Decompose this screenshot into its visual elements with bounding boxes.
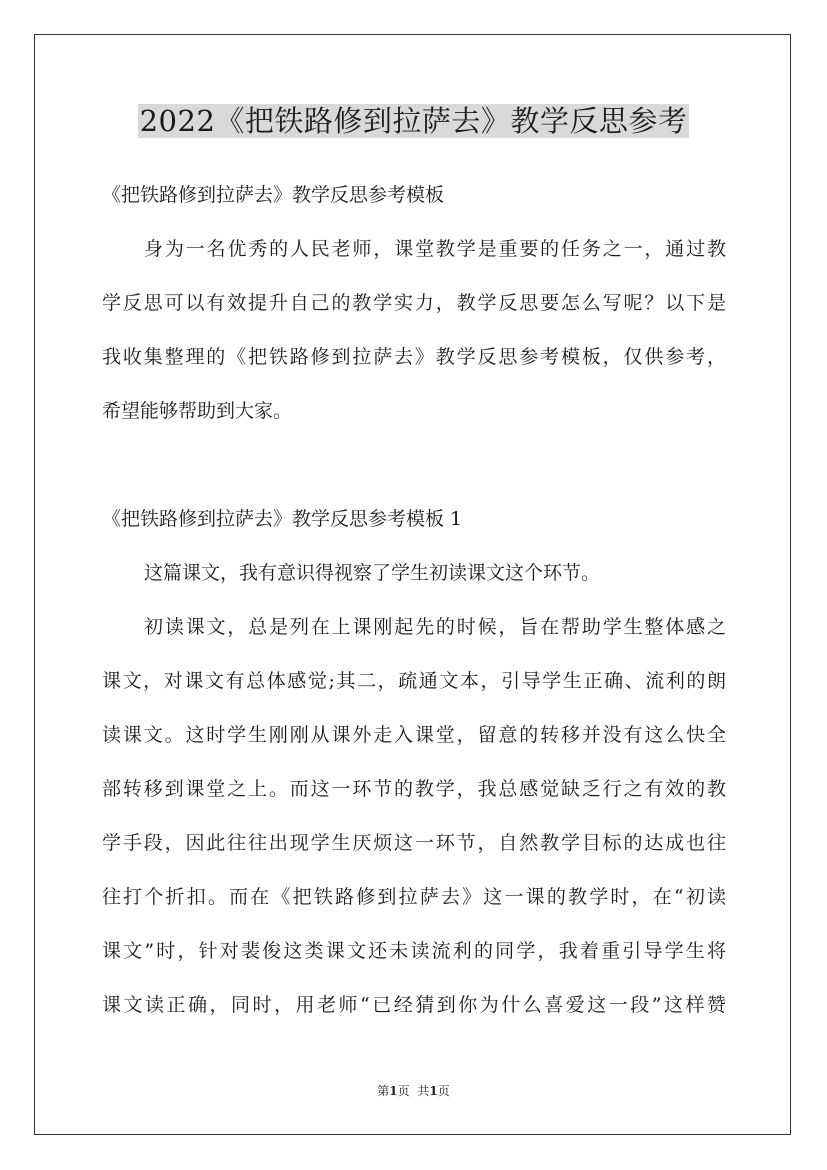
total-suffix: 页 <box>437 1084 450 1098</box>
intro-line-3: 我收集整理的《把铁路修到拉萨去》教学反思参考模板，仅供参考， <box>102 346 726 368</box>
paragraph-2-line-4: 部转移到课堂之上。而这一环节的教学，我总感觉缺乏行之有效的教 <box>102 778 726 800</box>
paragraph-2-line-5: 学手段，因此往往出现学生厌烦这一环节，自然教学目标的达成也往 <box>102 832 726 854</box>
total-prefix: 共 <box>417 1084 430 1098</box>
page-suffix: 页 <box>397 1084 410 1098</box>
paragraph-2-line-3: 读课文。这时学生刚刚从课外走入课堂，留意的转移并没有这么快全 <box>102 724 726 746</box>
section-paragraph-1: 这篇课文，我有意识得视察了学生初读课文这个环节。 <box>144 562 601 584</box>
intro-line-4: 希望能够帮助到大家。 <box>102 400 293 422</box>
page-footer <box>0 1083 827 1099</box>
paragraph-2-line-1: 初读课文，总是列在上课刚起先的时候，旨在帮助学生整体感之 <box>144 616 726 638</box>
document-title: 2022《把铁路修到拉萨去》教学反思参考 <box>139 104 688 138</box>
intro-line-1: 身为一名优秀的人民老师，课堂教学是重要的任务之一，通过教 <box>144 238 726 260</box>
paragraph-2-line-7: 课文”时，针对裴俊这类课文还未读流利的同学，我着重引导学生将 <box>102 940 726 962</box>
section-heading: 《把铁路修到拉萨去》教学反思参考模板 1 <box>102 508 463 530</box>
paragraph-2-line-8: 课文读正确，同时，用老师“已经猜到你为什么喜爱这一段”这样赞 <box>102 994 726 1016</box>
paragraph-2-line-2: 课文，对课文有总体感觉;其二，疏通文本，引导学生正确、流利的朗 <box>102 670 726 692</box>
paragraph-2-line-6: 往打个折扣。而在《把铁路修到拉萨去》这一课的教学时，在“初读 <box>102 886 726 908</box>
intro-line-2: 学反思可以有效提升自己的教学实力，教学反思要怎么写呢？以下是 <box>102 292 726 314</box>
page-number: 1 <box>389 1084 398 1098</box>
page-prefix: 第 <box>377 1084 390 1098</box>
total-pages: 1 <box>429 1084 438 1098</box>
document-subtitle: 《把铁路修到拉萨去》教学反思参考模板 <box>102 184 445 206</box>
